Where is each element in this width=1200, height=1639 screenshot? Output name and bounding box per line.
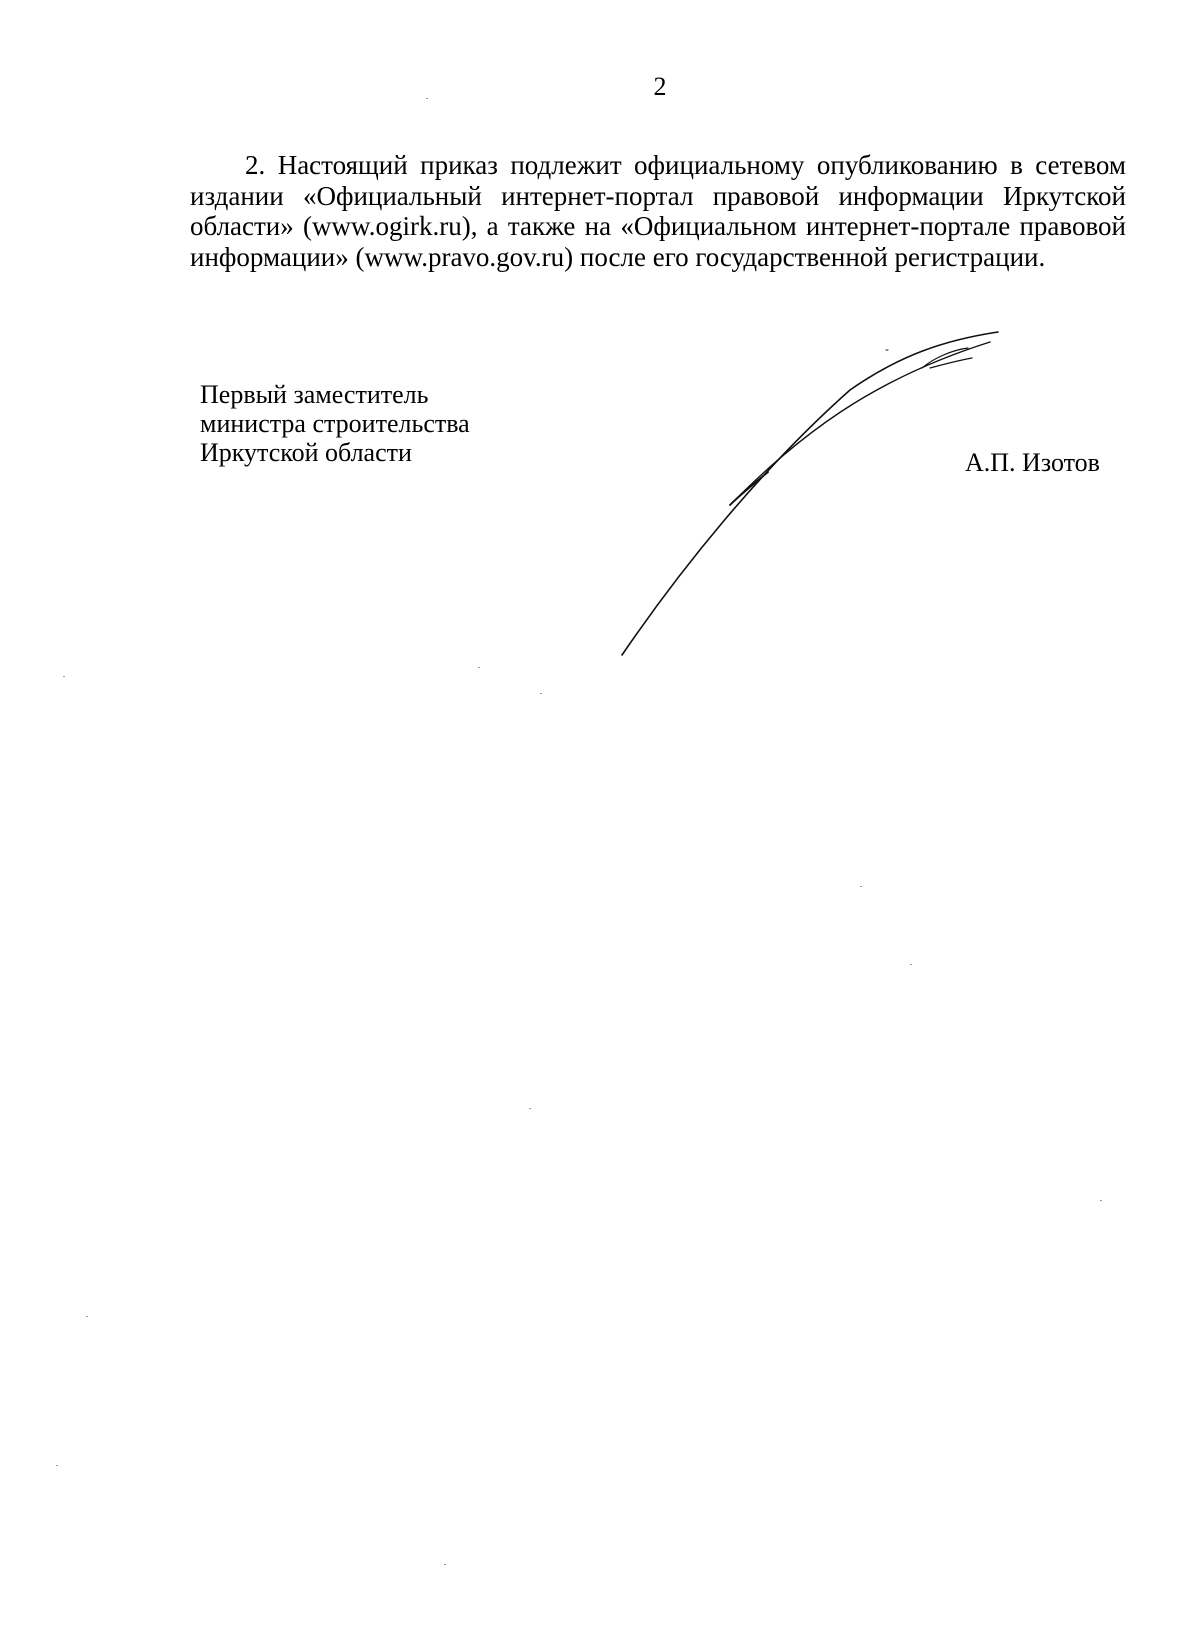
signer-position-line-1: Первый заместитель xyxy=(200,380,429,409)
page-number: 2 xyxy=(653,72,667,101)
signer-position-line-2: министра строительства xyxy=(200,409,470,438)
signature-stroke-upper xyxy=(730,342,990,505)
scan-speck xyxy=(56,1465,58,1466)
signer-position xyxy=(200,380,470,467)
signer-position-line-3: Иркутской области xyxy=(200,438,412,467)
scan-speck xyxy=(860,886,862,887)
scan-speck xyxy=(540,693,542,694)
scan-speck xyxy=(426,98,428,99)
signer-name: А.П. Изотов xyxy=(965,448,1100,477)
signature-stroke-hook xyxy=(730,472,768,505)
scan-speck xyxy=(444,1564,446,1565)
scan-speck xyxy=(63,676,65,677)
scan-speck xyxy=(478,667,480,668)
scan-speck xyxy=(1100,1200,1102,1201)
signature-stroke-main xyxy=(622,332,998,655)
scan-speck xyxy=(910,964,912,965)
handwritten-signature xyxy=(600,320,1020,660)
scan-speck xyxy=(529,1108,531,1109)
publication-paragraph: 2. Настоящий приказ подлежит официальному опубликованию в сетевом издании «Официальный интернет-портал правовой информации Иркутской области» (www.ogirk.ru), а также на «Официальном интернет-портале правовой информации» (www.pravo.gov.ru) после его государственной регистрации. xyxy=(190,150,1126,272)
scan-speck xyxy=(86,1316,88,1317)
